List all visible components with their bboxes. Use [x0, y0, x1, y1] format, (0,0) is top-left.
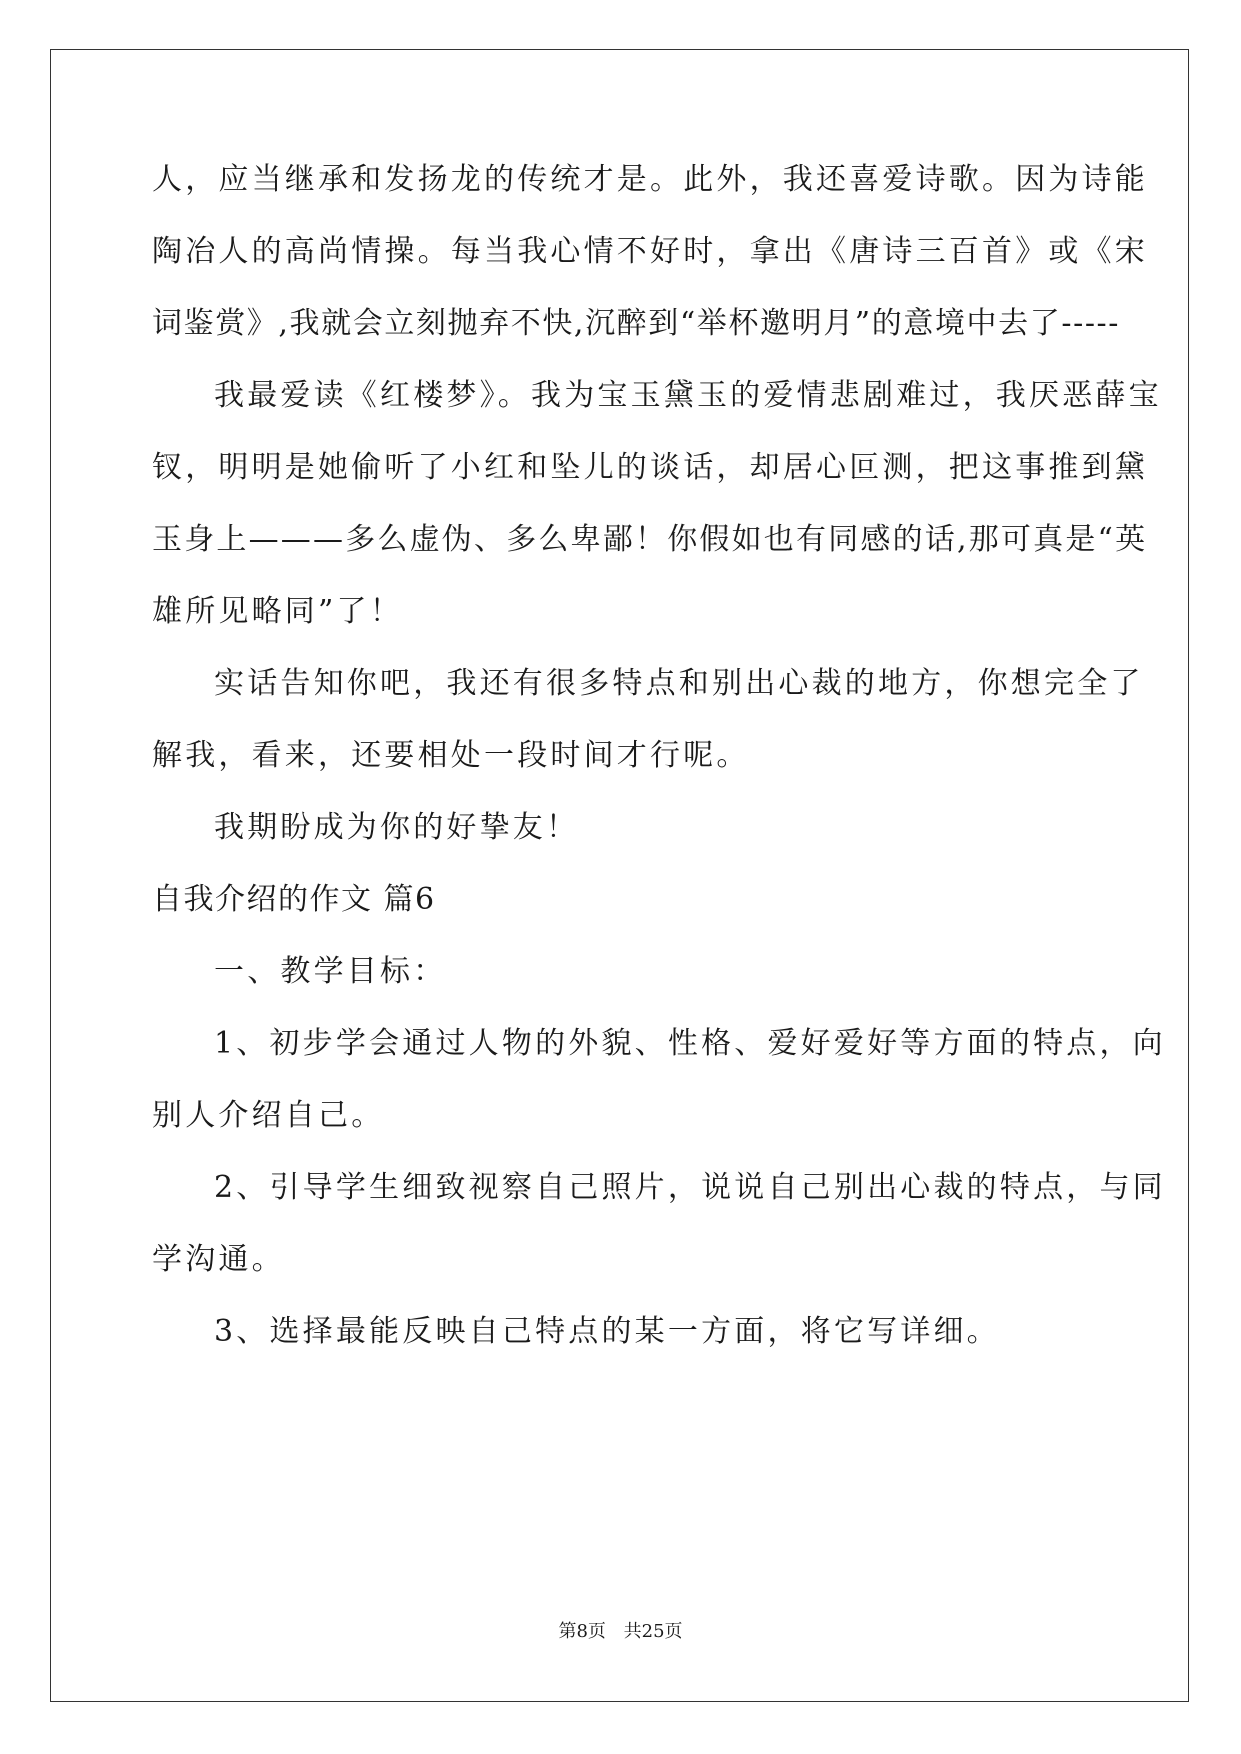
text-line: 学沟通。 — [152, 1242, 285, 1277]
text-line: 解我，看来，还要相处一段时间才行呢。 — [152, 738, 750, 773]
text-line: 陶冶人的高尚情操。每当我心情不好时，拿出《唐诗三百首》或《宋 — [152, 234, 1148, 269]
list-item: 1、初步学会通过人物的外貌、性格、爱好爱好等方面的特点，向 — [214, 1026, 1166, 1061]
list-item: 2、引导学生细致视察自己照片，说说自己别出心裁的特点，与同 — [214, 1170, 1166, 1205]
text-line: 词鉴赏》,我就会立刻抛弃不快,沉醉到“举杯邀明月”的意境中去了----- — [152, 306, 1121, 341]
page-footer — [0, 1620, 1241, 1644]
text-line: 人，应当继承和发扬龙的传统才是。此外，我还喜爱诗歌。因为诗能 — [152, 162, 1148, 197]
page-border — [50, 49, 1189, 1702]
paragraph-start: 我期盼成为你的好挚友！ — [214, 810, 580, 845]
section-heading: 自我介绍的作文 篇6 — [152, 882, 436, 917]
text-line: 钗，明明是她偷听了小红和坠儿的谈话，却居心叵测，把这事推到黛 — [152, 450, 1148, 485]
text-line: 玉身上———多么虚伪、多么卑鄙！你假如也有同感的话,那可真是“英 — [152, 522, 1148, 557]
subheading: 一、教学目标： — [214, 954, 447, 989]
text-line: 雄所见略同”了！ — [152, 594, 403, 629]
page-total: 共25页 — [623, 1621, 683, 1642]
list-item: 3、选择最能反映自己特点的某一方面，将它写详细。 — [214, 1314, 1000, 1349]
paragraph-start: 我最爱读《红楼梦》。我为宝玉黛玉的爱情悲剧难过，我厌恶薛宝 — [214, 378, 1162, 413]
page-number: 第8页 — [558, 1621, 606, 1642]
paragraph-start: 实话告知你吧，我还有很多特点和别出心裁的地方，你想完全了 — [214, 666, 1144, 701]
text-line: 别人介绍自己。 — [152, 1098, 385, 1133]
